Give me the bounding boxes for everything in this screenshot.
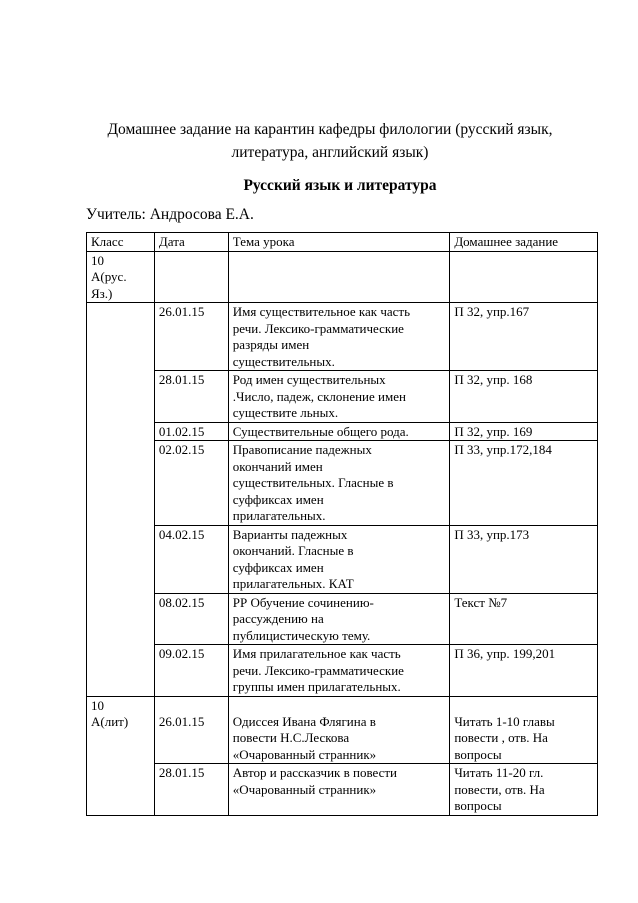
class-cell-empty — [87, 303, 155, 697]
class-row — [87, 251, 598, 303]
section-subtitle: Русский язык и литература — [243, 177, 437, 194]
cell-text-line: П 32, упр. 169 — [454, 423, 533, 439]
cell-text-line: РР Обучение сочинению- — [232, 594, 374, 610]
cell-text-line: Читать 11-20 гл. — [454, 765, 544, 780]
homework-cell — [450, 645, 598, 697]
cell-text-line: Правописание падежных — [232, 442, 372, 457]
class-cell — [87, 251, 155, 303]
cell-text-line: существите льных. — [232, 405, 339, 420]
column-header-topic: Тема урока — [228, 233, 450, 252]
table-row — [87, 696, 598, 764]
cell-text-line: 10 — [91, 697, 104, 713]
homework-cell — [450, 371, 598, 423]
table-row — [87, 645, 598, 697]
homework-table — [86, 232, 598, 816]
homework-cell — [450, 696, 598, 764]
cell-text-line: Одиссея Ивана Флягина в — [232, 713, 376, 729]
cell-text-line: речи. Лексико-грамматические — [232, 320, 404, 336]
topic-cell — [228, 303, 450, 371]
date-cell: 26.01.15 — [154, 696, 228, 764]
cell-text-line: Текст №7 — [454, 594, 508, 610]
date-cell: 26.01.15 — [154, 303, 228, 371]
topic-cell — [228, 764, 450, 816]
date-cell: 28.01.15 — [154, 371, 228, 423]
table-row — [87, 371, 598, 423]
column-header-homework: Домашнее задание — [450, 233, 598, 252]
document-title — [60, 118, 600, 164]
cell-text-line: рассуждению на — [232, 611, 324, 626]
date-cell — [154, 251, 228, 303]
homework-cell — [450, 303, 598, 371]
table-row — [87, 525, 598, 593]
cell-text-line: Имя существительное как часть — [232, 304, 411, 319]
homework-cell — [450, 764, 598, 816]
homework-cell — [450, 441, 598, 526]
column-header-class: Класс — [87, 233, 155, 252]
cell-text-line: .Число, падеж, склонение имен — [232, 388, 406, 404]
cell-text-line: А(рус. — [91, 269, 127, 284]
topic-cell — [228, 525, 450, 593]
cell-text-line: П 33, упр.173 — [454, 526, 530, 542]
table-row — [87, 593, 598, 645]
cell-text-line: разряды имен — [232, 337, 310, 352]
date-cell: 01.02.15 — [154, 422, 228, 441]
cell-text-line: существительных. Гласные в — [232, 475, 394, 490]
date-cell: 04.02.15 — [154, 525, 228, 593]
cell-text-line: Варианты падежных — [232, 526, 348, 542]
cell-text-line: 10 — [91, 252, 104, 268]
table-header-row — [87, 233, 598, 252]
cell-text-line: окончаний. Гласные в — [232, 543, 354, 558]
topic-cell — [228, 251, 450, 303]
cell-text-line: Читать 1-10 главы — [454, 713, 555, 729]
class-cell — [87, 696, 155, 815]
topic-cell — [228, 422, 450, 441]
cell-text-line: П 32, упр.167 — [454, 304, 530, 319]
cell-text-line: вопросы — [454, 746, 502, 762]
table-row — [87, 764, 598, 816]
cell-text-line: Яз.) — [91, 285, 113, 301]
cell-text-line: повести, отв. На — [454, 781, 545, 797]
cell-text-line: Имя прилагательное как часть — [232, 646, 401, 661]
cell-text-line: Род имен существительных — [232, 372, 386, 387]
cell-text-line: суффиксах имен — [232, 491, 324, 507]
homework-cell — [450, 422, 598, 441]
title-line-1: Домашнее задание на карантин кафедры филологии (русский язык, — [107, 121, 553, 138]
cell-text-line: Существительные общего рода. — [232, 423, 409, 439]
homework-cell — [450, 525, 598, 593]
cell-text-line: А(лит) — [91, 714, 129, 729]
cell-text-line: группы имен прилагательных. — [232, 679, 401, 694]
cell-text-line: вопросы — [454, 798, 502, 813]
cell-text-line: прилагательных. — [232, 508, 326, 523]
cell-text-line: П 33, упр.172,184 — [454, 442, 552, 457]
topic-cell — [228, 645, 450, 697]
topic-cell — [228, 593, 450, 645]
cell-text-line: повести , отв. На — [454, 730, 548, 745]
cell-text-line: публицистическую тему. — [232, 627, 371, 643]
teacher-line: Учитель: Андросова Е.А. — [86, 206, 254, 223]
title-line-2: литература, английский язык) — [231, 144, 429, 161]
cell-text-line: повести Н.С.Лескова — [232, 730, 350, 745]
topic-cell — [228, 696, 450, 764]
cell-text-line: речи. Лексико-грамматические — [232, 662, 404, 678]
table-row — [87, 422, 598, 441]
homework-cell — [450, 593, 598, 645]
cell-text-line: Автор и рассказчик в повести — [232, 765, 398, 780]
cell-text-line: «Очарованный странник» — [232, 781, 377, 797]
cell-text-line: П 36, упр. 199,201 — [454, 646, 556, 661]
date-cell: 08.02.15 — [154, 593, 228, 645]
cell-text-line: П 32, упр. 168 — [454, 372, 533, 387]
cell-text-line: прилагательных. КАТ — [232, 576, 354, 591]
homework-cell — [450, 251, 598, 303]
date-cell: 09.02.15 — [154, 645, 228, 697]
cell-text-line: окончаний имен — [232, 458, 323, 474]
topic-cell — [228, 371, 450, 423]
table-row — [87, 303, 598, 371]
cell-text-line: существительных. — [232, 353, 335, 369]
date-cell: 02.02.15 — [154, 441, 228, 526]
topic-cell — [228, 441, 450, 526]
date-cell: 28.01.15 — [154, 764, 228, 816]
cell-text-line: «Очарованный странник» — [232, 746, 377, 762]
cell-text-line: суффиксах имен — [232, 559, 324, 575]
table-row — [87, 441, 598, 526]
column-header-date: Дата — [154, 233, 228, 252]
